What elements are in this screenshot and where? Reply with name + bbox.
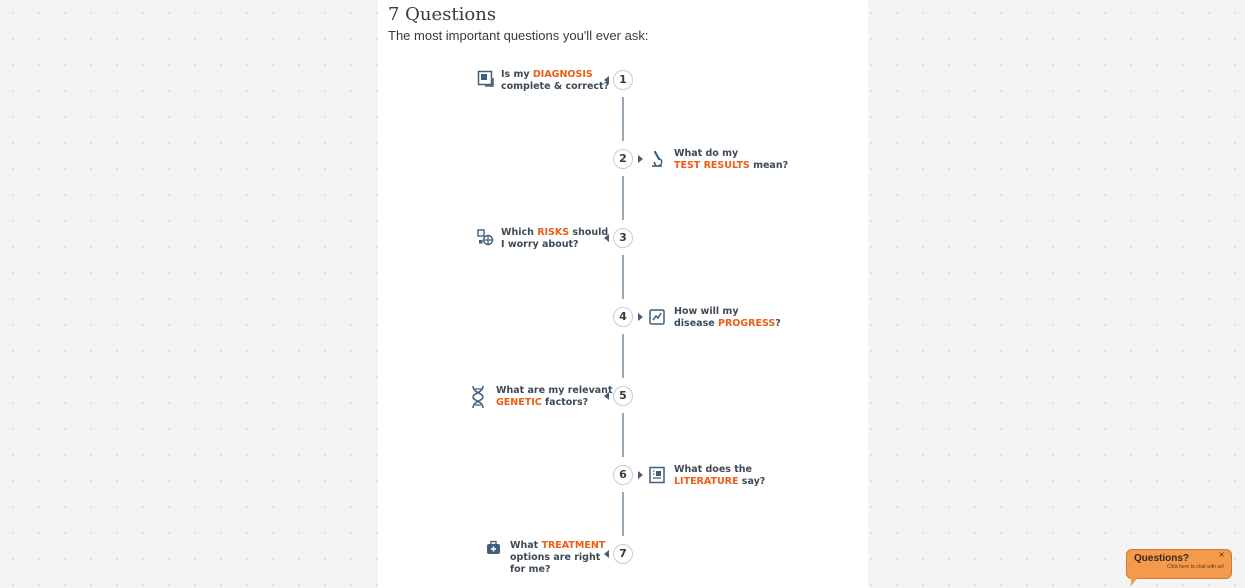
question-text-6 (674, 464, 765, 488)
question-text-part: for me? (510, 564, 551, 575)
chat-widget-button[interactable] (1126, 549, 1232, 579)
arrow-right-icon (638, 155, 643, 163)
question-number-3: 3 (613, 228, 633, 248)
question-number-5: 5 (613, 386, 633, 406)
chat-bubble-tail (1131, 576, 1139, 586)
question-text-part: complete & correct? (501, 81, 610, 92)
question-text-part: What does the (674, 464, 752, 475)
arrow-right-icon (638, 471, 643, 479)
question-text-part: I worry about? (501, 239, 579, 250)
question-highlight-6: LITERATURE (674, 476, 739, 487)
question-text-part: options are right (510, 552, 601, 563)
progress-chart-icon (648, 308, 666, 326)
question-number-4: 4 (613, 307, 633, 327)
page-title: 7 Questions (388, 4, 497, 25)
timeline-connector (622, 176, 624, 220)
question-text-part: should (569, 227, 609, 238)
timeline-connector (622, 334, 624, 378)
literature-document-icon (648, 466, 666, 484)
timeline-connector (622, 413, 624, 457)
question-highlight-2: TEST RESULTS (674, 160, 750, 171)
timeline-connector (622, 492, 624, 536)
question-number-2: 2 (613, 149, 633, 169)
question-number-6: 6 (613, 465, 633, 485)
risk-bubbles-icon (477, 229, 495, 247)
arrow-left-icon (604, 392, 609, 400)
question-text-1 (501, 69, 609, 93)
arrow-left-icon (604, 76, 609, 84)
question-text-part: What (510, 540, 542, 551)
question-text-part: say? (738, 476, 766, 487)
question-text-part: ? (775, 318, 781, 329)
question-number-1: 1 (613, 70, 633, 90)
chat-subtitle: Click here to chat with us! (1167, 564, 1224, 570)
question-text-part: Is my (501, 69, 533, 80)
question-text-part: mean? (749, 160, 789, 171)
close-icon[interactable]: × (1218, 550, 1225, 559)
question-text-7 (510, 540, 605, 576)
question-text-4 (674, 306, 781, 330)
question-number-7: 7 (613, 544, 633, 564)
chat-title: Questions? (1134, 553, 1190, 564)
arrow-left-icon (604, 234, 609, 242)
question-highlight-3: RISKS (537, 227, 570, 238)
arrow-right-icon (638, 313, 643, 321)
question-highlight-4: PROGRESS (717, 318, 776, 329)
timeline-connector (622, 255, 624, 299)
question-text-5 (496, 385, 612, 409)
question-text-3 (501, 227, 608, 251)
microscope-icon (648, 150, 666, 168)
page-subtitle: The most important questions you'll ever ask: (388, 28, 649, 43)
question-highlight-1: DIAGNOSIS (532, 69, 593, 80)
question-text-2 (674, 148, 788, 172)
question-text-part: What are my relevant (496, 385, 613, 396)
content-panel (378, 0, 868, 588)
dna-icon (470, 385, 486, 409)
question-highlight-7: TREATMENT (541, 540, 606, 551)
question-text-part: Which (501, 227, 538, 238)
arrow-left-icon (604, 550, 609, 558)
question-text-part: factors? (541, 397, 589, 408)
question-text-part: What do my (674, 148, 739, 159)
diagnosis-chart-icon (477, 70, 495, 88)
timeline-connector (622, 97, 624, 141)
question-highlight-5: GENETIC (496, 397, 542, 408)
medical-kit-icon (486, 540, 501, 555)
question-text-part: disease (674, 318, 718, 329)
question-text-part: How will my (674, 306, 739, 317)
